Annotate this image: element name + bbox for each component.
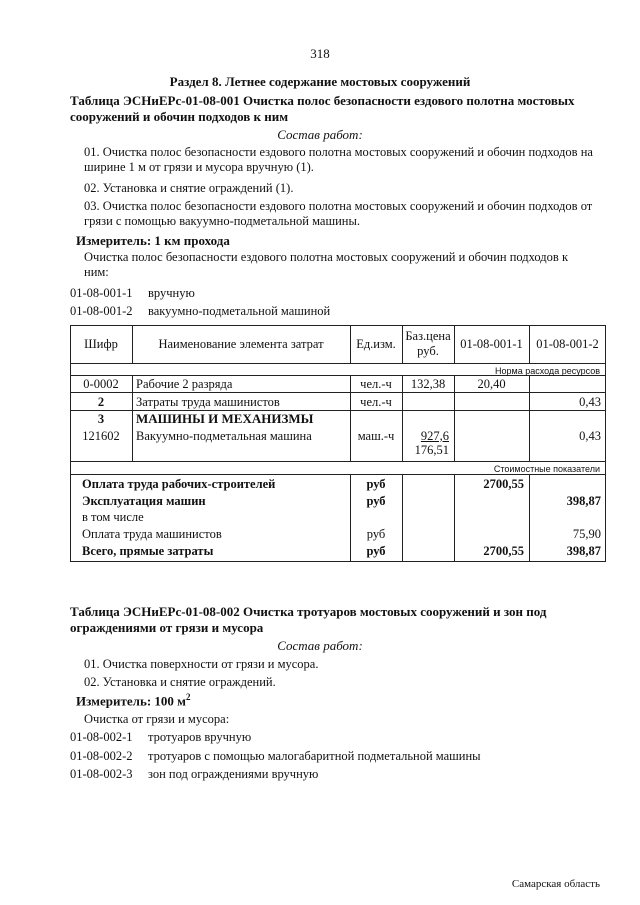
table1-work-1: 01. Очистка полос безопасности ездового полотна мостовых сооружений и обочин подходов на ширине 1 м от грязи и мусора вручную (1).	[84, 145, 593, 174]
table2-work-2: 02. Установка и снятие ограждений.	[84, 675, 276, 689]
code: 01-08-001-2	[70, 304, 133, 318]
c4-v2: 75,90	[572, 527, 601, 541]
header-unit: Ед.изм.	[356, 337, 396, 351]
table1-description: Очистка полос безопасности ездового полотна мостовых сооружений и обочин подходов к ним:	[84, 250, 569, 279]
cost-label: Стоимостные показатели	[493, 464, 600, 474]
code: 01-08-002-1	[70, 730, 133, 744]
code-label: тротуаров вручную	[148, 730, 252, 744]
resource-table	[70, 325, 606, 561]
r2-v2: 0,43	[579, 395, 601, 409]
c2-v2: 398,87	[566, 494, 601, 508]
c5-v2: 398,87	[566, 544, 601, 558]
r2-code: 2	[97, 395, 105, 409]
header-name: Наименование элемента затрат	[158, 337, 324, 351]
r3-name: МАШИНЫ И МЕХАНИЗМЫ	[136, 411, 314, 426]
c1-name: Оплата труда рабочих-строителей	[82, 477, 276, 491]
c5-name: Всего, прямые затраты	[82, 544, 214, 558]
table2-code-row-3	[70, 767, 318, 782]
r1-code: 0-0002	[83, 377, 119, 391]
table1-composition-title: Состав работ:	[277, 127, 363, 142]
footer-region: Самарская область	[511, 878, 600, 890]
table2-description: Очистка от грязи и мусора:	[84, 712, 230, 726]
meter-text: Измеритель: 100 м	[76, 693, 187, 709]
header-code: Шифр	[84, 337, 118, 351]
table2-composition-title: Состав работ:	[277, 638, 363, 653]
table2-work-1: 01. Очистка поверхности от грязи и мусора.	[84, 657, 319, 671]
table2-code-row-1	[70, 730, 251, 745]
table2-code-row-2	[70, 749, 481, 764]
code-label: вакуумно-подметальной машиной	[148, 304, 331, 318]
code: 01-08-002-3	[70, 767, 133, 781]
r4-code: 121602	[82, 429, 120, 443]
c5-unit: руб	[366, 544, 386, 558]
c4-name: Оплата труда машинистов	[82, 527, 222, 541]
header-base-price-1: Баз.цена	[405, 329, 451, 343]
r1-v1: 20,40	[477, 377, 506, 391]
c1-v1: 2700,55	[483, 477, 524, 491]
header-base-price-2: руб.	[417, 344, 439, 358]
r3-code: 3	[97, 412, 105, 426]
r1-price: 132,38	[410, 377, 446, 391]
meter-sup: 2	[186, 692, 191, 702]
c4-unit: руб	[366, 527, 386, 541]
norm-label: Норма расхода ресурсов	[495, 366, 600, 376]
r4-unit: маш.-ч	[357, 429, 395, 443]
r1-unit: чел.-ч	[360, 377, 392, 391]
section-title: Раздел 8. Летнее содержание мостовых сооружений	[169, 74, 471, 89]
table2-meter	[76, 692, 191, 709]
code: 01-08-002-2	[70, 749, 133, 763]
c2-name: Эксплуатация машин	[82, 494, 206, 508]
c3-name: в том числе	[82, 510, 144, 524]
table1-work-2: 02. Установка и снятие ограждений (1).	[84, 181, 294, 195]
table1-code-row-1	[70, 286, 195, 301]
code-label: вручную	[148, 286, 195, 300]
code: 01-08-001-1	[70, 286, 133, 300]
code-label: зон под ограждениями вручную	[148, 767, 319, 781]
table1-title: Таблица ЭСНиЕРс-01-08-001 Очистка полос безопасности ездового полотна мостовых сооружений и обочин подходов к ним	[70, 93, 575, 124]
table1-work-3: 03. Очистка полос безопасности ездового полотна мостовых сооружений и обочин подходов от грязи с помощью вакуумно-подметальной машины.	[84, 199, 593, 228]
table1-code-row-2	[70, 304, 330, 319]
page-number: 318	[310, 46, 330, 61]
r4-price-a: 927,6	[420, 429, 449, 443]
table1-meter: Измеритель: 1 км прохода	[76, 233, 230, 248]
r2-unit: чел.-ч	[360, 395, 392, 409]
code-label: тротуаров с помощью малогабаритной подметальной машины	[148, 749, 481, 763]
r4-name: Вакуумно-подметальная машина	[136, 429, 312, 443]
table2-title: Таблица ЭСНиЕРс-01-08-002 Очистка тротуаров мостовых сооружений и зон под ограждениями от грязи и мусора	[70, 604, 547, 635]
r4-v2: 0,43	[579, 429, 601, 443]
header-col1: 01-08-001-1	[460, 337, 523, 351]
r2-name: Затраты труда машинистов	[136, 395, 280, 409]
c2-unit: руб	[366, 494, 386, 508]
r4-price-b: 176,51	[414, 443, 449, 457]
r1-name: Рабочие 2 разряда	[136, 377, 233, 391]
c5-v1: 2700,55	[483, 544, 524, 558]
header-col2: 01-08-001-2	[536, 337, 599, 351]
c1-unit: руб	[366, 477, 386, 491]
